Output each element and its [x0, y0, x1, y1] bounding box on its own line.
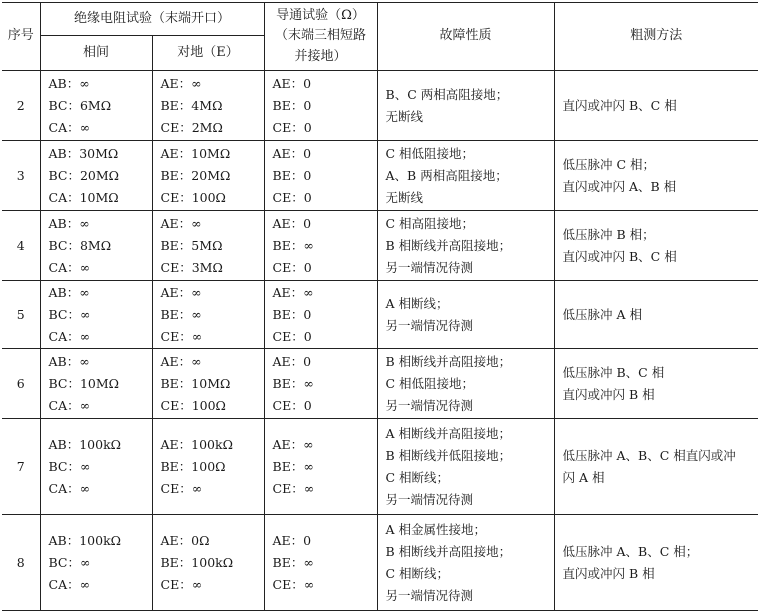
ground-line: CE：∞	[160, 328, 203, 344]
table-row	[2, 349, 758, 419]
continuity-line: BE：∞	[272, 458, 314, 474]
fault-line: 另一端情况待测	[385, 397, 474, 413]
continuity-line: CE：0	[272, 119, 312, 135]
phase-line: BC：8MΩ	[48, 237, 112, 253]
phase-line: CA：∞	[48, 119, 91, 135]
fault-line: B、C 两相高阻接地；	[385, 86, 509, 102]
method-line: 直闪或冲闪 B、C 相	[562, 248, 677, 264]
continuity-line: CE：0	[272, 259, 312, 275]
cell-fault	[377, 349, 554, 419]
method-line: 直闪或冲闪 B、C 相	[562, 97, 677, 113]
header-phase: 相间	[40, 36, 152, 71]
cell-continuity	[264, 71, 377, 141]
phase-line: BC：10MΩ	[48, 375, 120, 391]
cell-method	[554, 281, 758, 349]
continuity-line: AE：0	[272, 145, 312, 161]
cell-method	[554, 141, 758, 211]
cell-ground	[152, 349, 264, 419]
row-seq: 8	[2, 515, 40, 611]
continuity-line: CE：0	[272, 397, 312, 413]
table-row	[2, 281, 758, 349]
method-line: 直闪或冲闪 A、B 相	[562, 178, 677, 194]
cell-phase	[40, 211, 152, 281]
row-seq: 3	[2, 141, 40, 211]
fault-line: B 相断线并高阻接地；	[385, 543, 512, 559]
cell-continuity	[264, 515, 377, 611]
fault-line: 另一端情况待测	[385, 491, 474, 507]
cell-fault	[377, 419, 554, 515]
table-row	[2, 515, 758, 611]
cell-ground	[152, 281, 264, 349]
fault-line: B 相断线并高阻接地；	[385, 353, 512, 369]
method-line: 低压脉冲 C 相；	[562, 156, 656, 172]
phase-line: AB：∞	[48, 284, 90, 300]
cell-method	[554, 211, 758, 281]
phase-line: AB：∞	[48, 75, 90, 91]
row-seq: 4	[2, 211, 40, 281]
cell-continuity	[264, 349, 377, 419]
phase-line: BC：∞	[48, 458, 91, 474]
fault-line: 无断线	[385, 108, 424, 124]
cell-continuity	[264, 141, 377, 211]
continuity-line: CE：∞	[272, 576, 315, 592]
fault-diagnosis-table	[2, 2, 758, 611]
continuity-line: AE：0	[272, 532, 312, 548]
fault-line: C 相断线；	[385, 469, 450, 485]
header-insulation: 绝缘电阻试验（末端开口）	[40, 3, 264, 36]
cell-ground	[152, 515, 264, 611]
phase-line: BC：20MΩ	[48, 167, 120, 183]
method-line: 低压脉冲 B、C 相	[562, 364, 665, 380]
phase-line: CA：∞	[48, 328, 91, 344]
method-line: 直闪或冲闪 B 相	[562, 386, 655, 402]
continuity-line: BE：∞	[272, 554, 314, 570]
fault-line: A 相断线并高阻接地；	[385, 425, 512, 441]
ground-line: BE：4MΩ	[160, 97, 223, 113]
cell-method	[554, 419, 758, 515]
ground-line: CE：∞	[160, 480, 203, 496]
ground-line: CE：2MΩ	[160, 119, 223, 135]
phase-line: CA：∞	[48, 480, 91, 496]
table-row	[2, 211, 758, 281]
fault-line: C 相断线；	[385, 565, 450, 581]
ground-line: BE：100kΩ	[160, 554, 234, 570]
cell-fault	[377, 141, 554, 211]
table-row	[2, 71, 758, 141]
continuity-line: BE：0	[272, 306, 312, 322]
ground-line: AE：∞	[160, 75, 202, 91]
continuity-line: AE：0	[272, 75, 312, 91]
cell-method	[554, 349, 758, 419]
fault-line: 另一端情况待测	[385, 259, 474, 275]
phase-line: AB：100kΩ	[48, 532, 122, 548]
fault-line: 另一端情况待测	[385, 587, 474, 603]
method-line: 闪 A 相	[562, 469, 605, 485]
method-line: 直闪或冲闪 B 相	[562, 565, 655, 581]
phase-line: CA：∞	[48, 259, 91, 275]
phase-line: AB：30MΩ	[48, 145, 119, 161]
cell-fault	[377, 211, 554, 281]
row-seq: 6	[2, 349, 40, 419]
fault-line: A、B 两相高阻接地；	[385, 167, 508, 183]
phase-line: AB：100kΩ	[48, 436, 122, 452]
row-seq: 2	[2, 71, 40, 141]
cell-phase	[40, 515, 152, 611]
continuity-line: BE：0	[272, 167, 312, 183]
header-fault: 故障性质	[377, 3, 554, 71]
ground-line: AE：10MΩ	[160, 145, 231, 161]
phase-line: CA：∞	[48, 576, 91, 592]
cell-phase	[40, 419, 152, 515]
cell-continuity	[264, 211, 377, 281]
fault-line: C 相低阻接地；	[385, 145, 475, 161]
cell-method	[554, 515, 758, 611]
cell-ground	[152, 419, 264, 515]
cell-fault	[377, 281, 554, 349]
header-continuity: 导通试验（Ω）（末端三相短路并接地）	[264, 3, 377, 71]
phase-line: BC：∞	[48, 306, 91, 322]
cell-phase	[40, 71, 152, 141]
cell-phase	[40, 281, 152, 349]
phase-line: CA：10MΩ	[48, 189, 119, 205]
method-line: 低压脉冲 A、B、C 相直闪或冲	[562, 447, 736, 463]
ground-line: CE：∞	[160, 576, 203, 592]
table-header	[2, 3, 758, 71]
continuity-line: AE：∞	[272, 436, 314, 452]
fault-line: A 相断线；	[385, 295, 449, 311]
phase-line: BC：∞	[48, 554, 91, 570]
ground-line: CE：100Ω	[160, 397, 226, 413]
continuity-line: AE：0	[272, 353, 312, 369]
header-seq: 序号	[2, 3, 40, 71]
cell-method	[554, 71, 758, 141]
phase-line: BC：6MΩ	[48, 97, 112, 113]
ground-line: AE：0Ω	[160, 532, 210, 548]
fault-line: B 相断线并低阻接地；	[385, 447, 512, 463]
fault-line: 无断线	[385, 189, 424, 205]
ground-line: AE：100kΩ	[160, 436, 233, 452]
table-body	[2, 71, 758, 611]
cell-continuity	[264, 419, 377, 515]
ground-line: CE：100Ω	[160, 189, 226, 205]
fault-line: B 相断线并高阻接地；	[385, 237, 512, 253]
continuity-line: CE：0	[272, 189, 312, 205]
fault-line: C 相低阻接地；	[385, 375, 475, 391]
cell-ground	[152, 71, 264, 141]
method-line: 低压脉冲 A 相	[562, 306, 642, 322]
table-row	[2, 419, 758, 515]
table-row	[2, 141, 758, 211]
cell-ground	[152, 141, 264, 211]
ground-line: AE：∞	[160, 353, 202, 369]
continuity-line: CE：∞	[272, 480, 315, 496]
cell-fault	[377, 71, 554, 141]
ground-line: BE：5MΩ	[160, 237, 223, 253]
phase-line: AB：∞	[48, 353, 90, 369]
header-method: 粗测方法	[554, 3, 758, 71]
continuity-line: BE：0	[272, 97, 312, 113]
ground-line: CE：3MΩ	[160, 259, 223, 275]
ground-line: AE：∞	[160, 215, 202, 231]
method-line: 低压脉冲 B 相；	[562, 226, 655, 242]
fault-line: A 相金属性接地；	[385, 521, 487, 537]
row-seq: 7	[2, 419, 40, 515]
cell-phase	[40, 349, 152, 419]
ground-line: BE：∞	[160, 306, 202, 322]
continuity-line: BE：∞	[272, 375, 314, 391]
cell-ground	[152, 211, 264, 281]
ground-line: BE：10MΩ	[160, 375, 231, 391]
ground-line: BE：20MΩ	[160, 167, 231, 183]
ground-line: AE：∞	[160, 284, 202, 300]
continuity-line: AE：∞	[272, 284, 314, 300]
continuity-line: BE：∞	[272, 237, 314, 253]
header-ground: 对地（E）	[152, 36, 264, 71]
method-line: 低压脉冲 A、B、C 相；	[562, 543, 699, 559]
cell-fault	[377, 515, 554, 611]
row-seq: 5	[2, 281, 40, 349]
cell-phase	[40, 141, 152, 211]
phase-line: AB：∞	[48, 215, 90, 231]
ground-line: BE：100Ω	[160, 458, 226, 474]
phase-line: CA：∞	[48, 397, 91, 413]
fault-line: 另一端情况待测	[385, 317, 474, 333]
continuity-line: CE：0	[272, 328, 312, 344]
fault-line: C 相高阻接地；	[385, 215, 475, 231]
cell-continuity	[264, 281, 377, 349]
continuity-line: AE：0	[272, 215, 312, 231]
